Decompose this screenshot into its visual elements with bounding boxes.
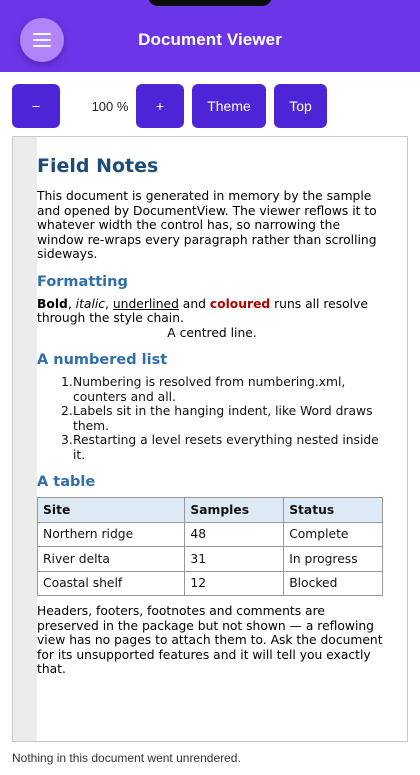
- intro-paragraph: This document is generated in memory by the sample and opened by DocumentView. The viewer reflows it to whatever width the control has, so narrowing the window re-wraps every paragraph rather than scrolling sideways.: [37, 189, 377, 261]
- document-title: Field Notes: [37, 155, 159, 177]
- theme-button[interactable]: Theme: [192, 84, 266, 128]
- formatting-heading: Formatting: [37, 273, 128, 290]
- table-row: Coastal shelf 12 Blocked: [38, 571, 383, 596]
- list-item: 1. Numbering is resolved from numbering.xml, counters and all.: [61, 375, 346, 404]
- table-header-row: [38, 498, 383, 523]
- render-status-message: Nothing in this document went unrendered.: [12, 751, 241, 765]
- closing-paragraph: Headers, footers, footnotes and comments are preserved in the package but not shown — a reflowing view has no pages to attach them to. Ask the document for its unsupported features and it will tell you exactly that.: [37, 604, 383, 676]
- column-header-samples: Samples: [185, 498, 284, 523]
- zoom-out-button[interactable]: −: [12, 84, 60, 128]
- app-bar: [0, 0, 420, 72]
- top-button[interactable]: Top: [274, 84, 327, 128]
- zoom-in-button[interactable]: +: [136, 84, 184, 128]
- coloured-run: coloured: [209, 296, 271, 311]
- table-row: River delta 31 In progress: [38, 547, 383, 572]
- italic-run: italic: [75, 296, 106, 311]
- column-header-status: Status: [284, 498, 383, 523]
- toolbar: [12, 84, 412, 128]
- document-gutter: [13, 137, 37, 741]
- centred-line: A centred line.: [167, 325, 257, 340]
- column-header-site: Site: [38, 498, 185, 523]
- formatting-paragraph: Bold, italic, underlined and coloured runs all resolve through the style chain.: [37, 296, 368, 325]
- table-row: Northern ridge 48 Complete: [38, 522, 383, 547]
- zoom-level: 100 %: [91, 98, 129, 114]
- list-item: 2. Labels sit in the hanging indent, like Word draws them.: [61, 404, 373, 433]
- underlined-run: underlined: [112, 296, 179, 311]
- bold-run: Bold: [37, 296, 68, 311]
- numbered-list: [37, 375, 387, 462]
- app-title: Document Viewer: [138, 30, 282, 49]
- document-content: [37, 137, 387, 677]
- numbered-list-heading: A numbered list: [37, 352, 168, 368]
- list-item: 3. Restarting a level resets everything nested inside it.: [61, 433, 379, 462]
- device-notch: [148, 0, 272, 6]
- document-view[interactable]: [12, 136, 408, 742]
- table-heading: A table: [37, 474, 96, 490]
- data-table: [37, 497, 383, 596]
